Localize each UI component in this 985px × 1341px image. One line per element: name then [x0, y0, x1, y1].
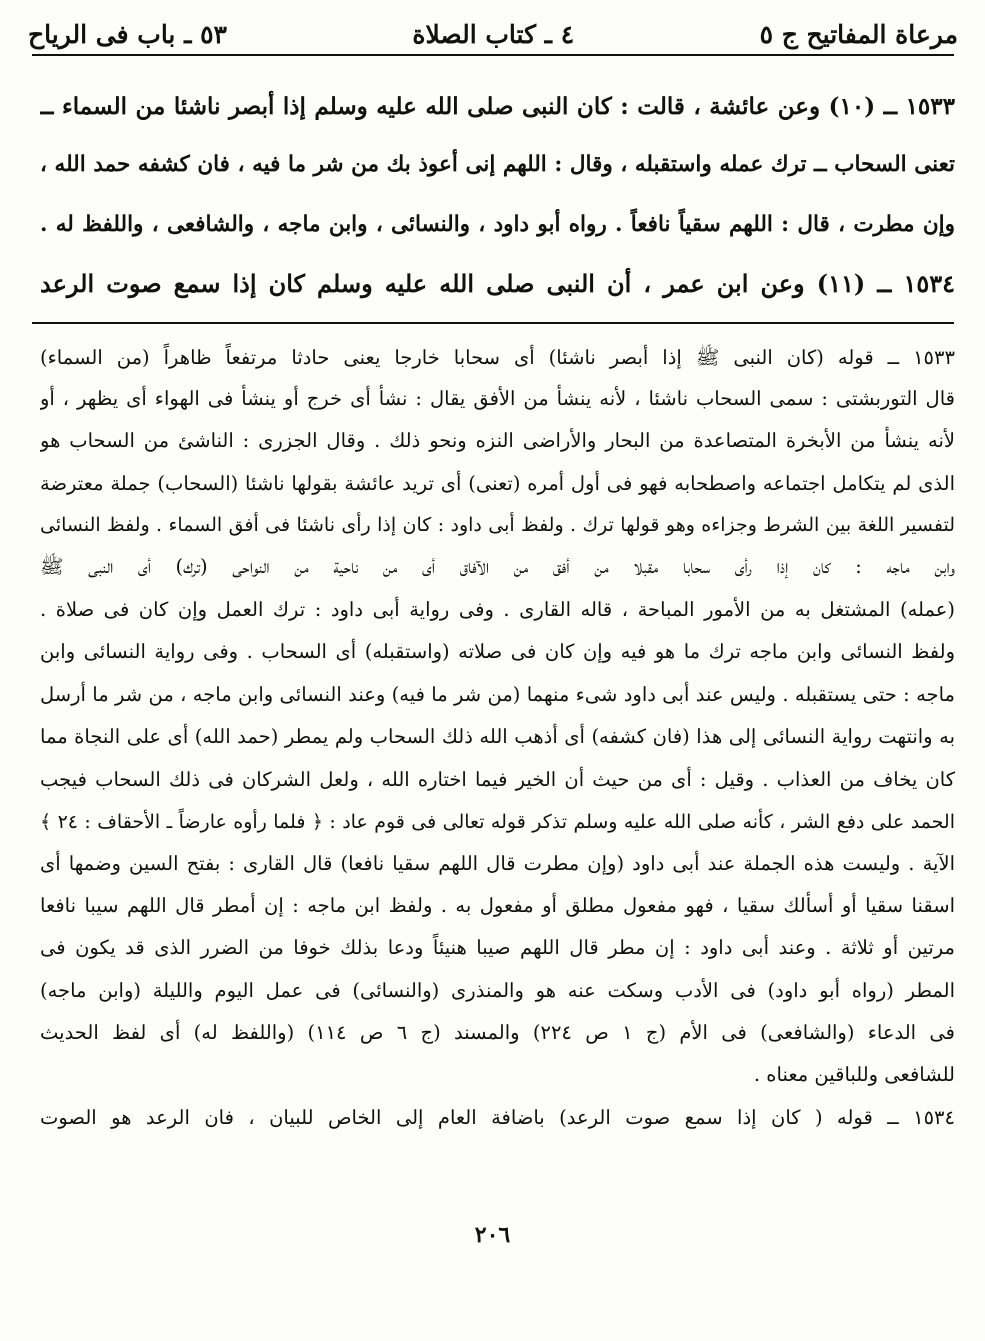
commentary-line: المطر (رواه أبو داود) فى الأدب وسكت عنه هو والمنذرى (والنسائى) فى عمل اليوم والليلة (وابن ماجه): [40, 979, 955, 1002]
commentary-line: فى الدعاء (والشافعى) فى الأم (ج ١ ص ٢٢٤) والمسند (ج ٦ ص ١١٤) (واللفظ له) أى لفظ الحديث: [40, 1021, 955, 1044]
commentary-line: وابن ماجه : كان إذا رأى سحابا مقبلا من أفق من الآفاق أى من ناحية من النواحى (ترك) أى النبى ﷺ: [40, 555, 955, 578]
commentary-line: ولفظ النسائى وابن ماجه ترك ما هو فيه وإن كان فى صلاته (واستقبله) أى السحاب . وفى رواية النسائى وابن: [40, 640, 955, 663]
header-book-title: مرعاة المفاتيح ج ٥: [759, 19, 958, 49]
commentary-line: ١٥٣٤ ــ قوله ( كان إذا سمع صوت الرعد) باضافة العام إلى الخاص للبيان ، فان الرعد هو الصوت: [40, 1106, 955, 1129]
page-number: ٢٠٦: [474, 1222, 511, 1248]
commentary-line: به وانتهت رواية النسائى إلى هذا (فان كشفه) أى أذهب الله ذلك السحاب ولم يمطر (حمد الله) أى على النجاة مما: [40, 725, 955, 748]
header-chapter: ٤ ـ كتاب الصلاة: [412, 19, 575, 49]
commentary-line: (عمله) المشتغل به من الأمور المباحة ، قاله القارى . وفى رواية أبى داود : ترك العمل وإن كان فى صلاة .: [40, 598, 955, 621]
commentary-line: الذى لم يتكامل اجتماعه واصطحابه فهو فى أول أمره (تعنى) أى تريد عائشة بقولها ناشئا (السحاب) جملة معترضة: [40, 472, 955, 495]
main-line: ١٥٣٣ ــ (١٠) وعن عائشة ، قالت : كان النبى صلى الله عليه وسلم إذا أبصر ناشئا من السماء ــ: [40, 93, 955, 120]
commentary-line: قال التوربشتى : سمى السحاب ناشئا ، لأنه ينشأ من الأفق يقال : نشأ أى خرج أو ينشأ فى الهواء أى يظهر ، أو: [40, 387, 955, 410]
commentary-line: لأنه ينشأ من الأبخرة المتصاعدة من البحار والأراضى النزه ونحو ذلك . وقال الجزرى : الناشئ من السحاب هو: [40, 429, 955, 452]
main-line: تعنى السحاب ــ ترك عمله واستقبله ، وقال : اللهم إنى أعوذ بك من شر ما فيه ، فان كشفه حمد الله ،: [40, 152, 955, 177]
commentary-separator-rule: [32, 322, 954, 324]
commentary-line: ماجه : حتى يستقبله . وليس عند أبى داود شىء منهما (من شر ما فيه) وعند النسائى وابن ماجه ، من شر ما أرسل: [40, 683, 955, 706]
commentary-line: لتفسير اللغة بين الشرط وجزاءه وهو قولها ترك . ولفظ أبى داود : كان إذا رأى ناشئا فى أفق السماء . ولفظ النسائى: [40, 514, 955, 536]
commentary-line: للشافعى وللباقين معناه .: [753, 1063, 955, 1086]
header-rule: [32, 54, 954, 56]
commentary-line: مرتين أو ثلاثة . وعند أبى داود : إن مطر قال اللهم صيبا هنيئاً ودعا بذلك خوفا من الضرر الذى قد يكون فى: [40, 936, 955, 959]
header-section: ٥٣ ـ باب فى الرياح: [28, 19, 227, 49]
commentary-line: اسقنا سقيا أو أسألك سقيا ، فهو مفعول مطلق أو مفعول به . ولفظ ابن ماجه : إن أمطر قال اللهم سيبا نافعا: [40, 894, 955, 917]
main-line: ١٥٣٤ ــ (١١) وعن ابن عمر ، أن النبى صلى الله عليه وسلم كان إذا سمع صوت الرعد: [40, 269, 955, 298]
commentary-line: الحمد على دفع الشر ، كأنه صلى الله عليه وسلم تذكر قوله تعالى فى قوم عاد : ﴿ فلما رأوه عارضاً ـ الأحقاف : ٢٤ ﴾: [40, 811, 955, 833]
commentary-line: الآية . وليست هذه الجملة عند أبى داود (وإن مطرت قال اللهم سقيا نافعا) قال القارى : بفتح السين وضمها أى: [40, 852, 955, 875]
running-header: [28, 14, 958, 54]
main-line: وإن مطرت ، قال : اللهم سقياً نافعاً . رواه أبو داود ، والنسائى ، وابن ماجه ، والشافعى ، واللفظ له .: [40, 212, 955, 237]
commentary-line: ١٥٣٣ ــ قوله (كان النبى ﷺ إذا أبصر ناشئا) أى سحابا خارجا يعنى حادثا مرتفعاً ظاهراً (من السماء): [40, 346, 955, 369]
commentary-line: كان يخاف من العذاب . وقيل : أى من حيث أن الخير فيما اختاره الله ، ولعل الشركان فى ذلك السحاب فيجب: [40, 768, 955, 791]
